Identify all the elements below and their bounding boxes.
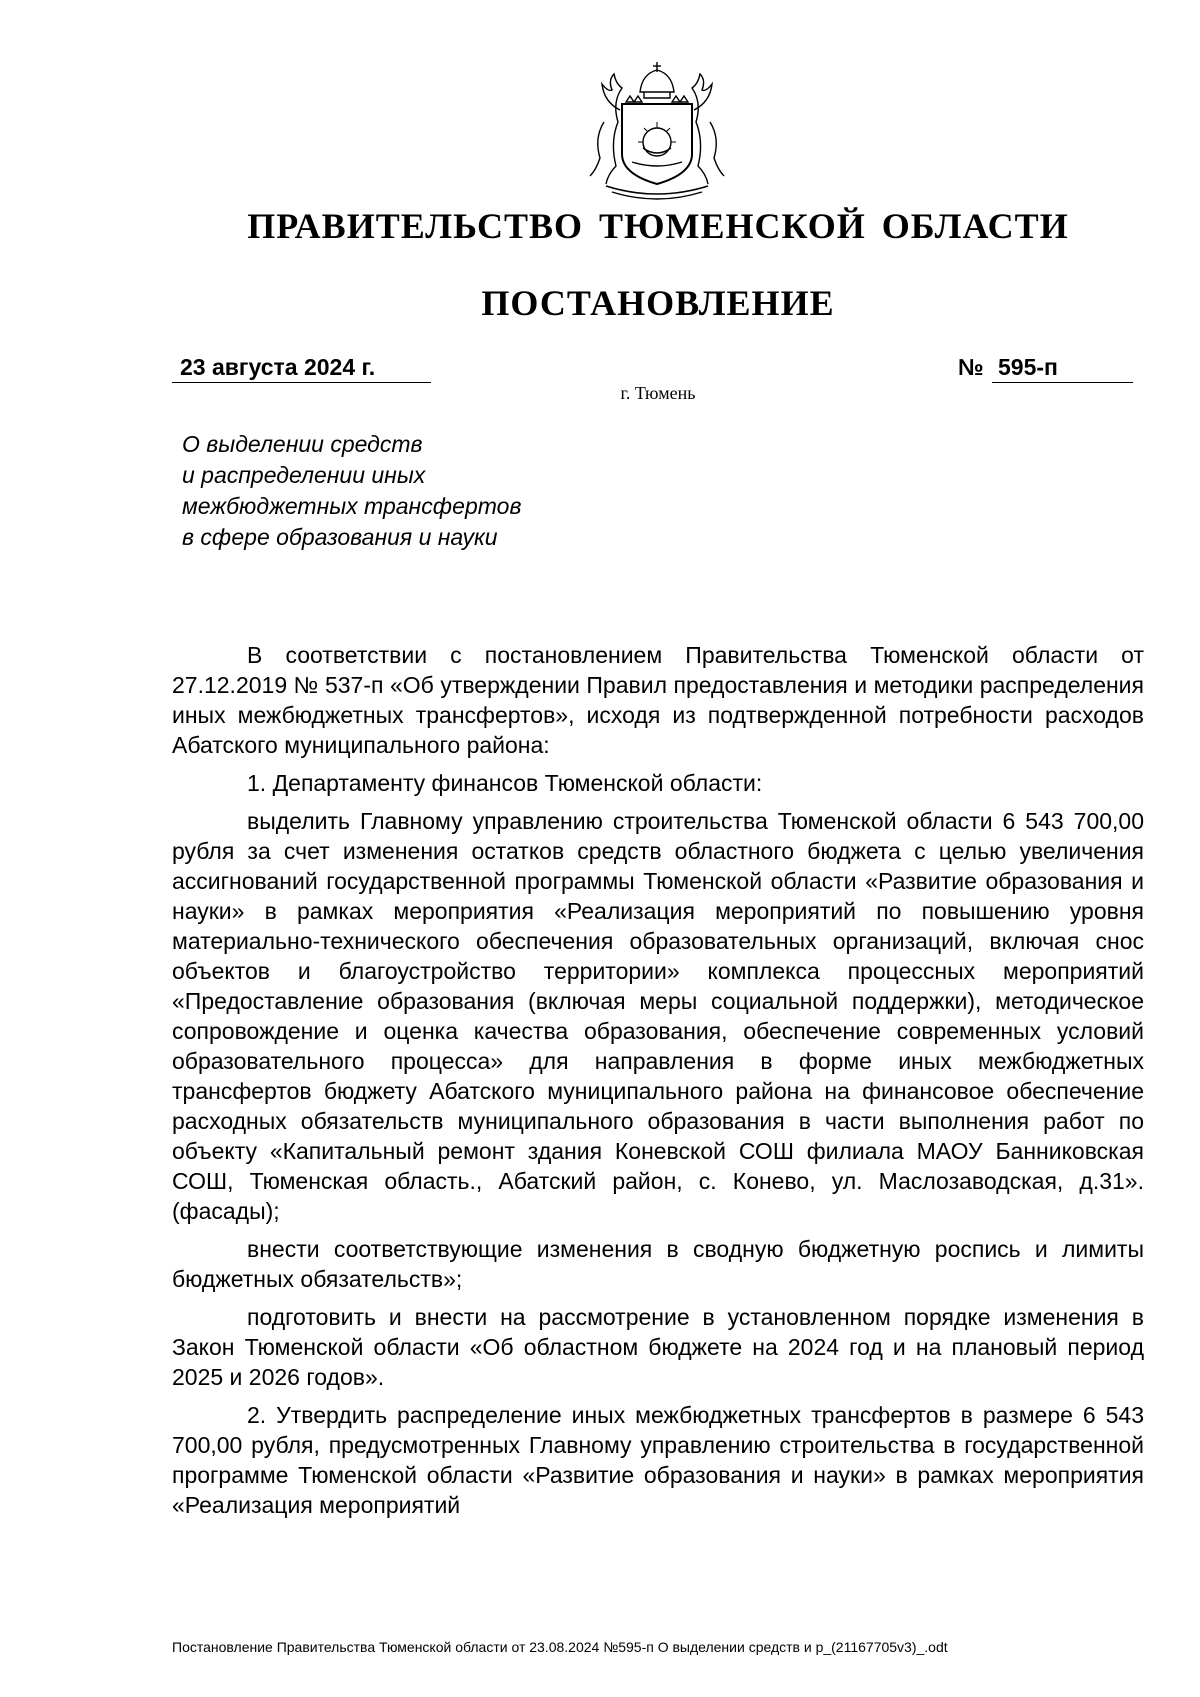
body-paragraph: В соответствии с постановлением Правительства Тюменской области от 27.12.2019 № 537-п «Об утверждении Правил предоставления и методики распределения иных межбюджетных трансфертов», исходя из подтвержденной потребности расходов Абатского муниципального района: — [172, 642, 1144, 758]
subject-line: и распределении иных — [182, 462, 426, 488]
body-paragraph: внести соответствующие изменения в сводную бюджетную роспись и лимиты бюджетных обязательств»; — [172, 1236, 1144, 1292]
document-type: ПОСТАНОВЛЕНИЕ — [481, 283, 835, 323]
city: г. Тюмень — [620, 383, 696, 403]
footer-filename: Постановление Правительства Тюменской области от 23.08.2024 №595-п О выделении средств и р_(21167705v3)_.odt — [172, 1639, 948, 1655]
government-name: ПРАВИТЕЛЬСТВО ТЮМЕНСКОЙ ОБЛАСТИ — [247, 206, 1069, 246]
subject-line: О выделении средств — [182, 431, 423, 457]
body-paragraph: выделить Главному управлению строительства Тюменской области 6 543 700,00 рубля за счет изменения остатков средств областного бюджета с целью увеличения ассигнований государственной программы Тюменской области «Развитие образования и науки» в рамках мероприятия «Реализация мероприятий по повышению уровня материально-технического обеспечения образовательных организаций, включая снос объектов и благоустройство территории» комплекса процессных мероприятий «Предоставление образования (включая меры социальной поддержки), методическое сопровождение и оценка качества образования, обеспечение современных условий образовательного процесса» для направления в форме иных межбюджетных трансфертов бюджету Абатского муниципального района на финансовое обеспечение расходных обязательств муниципального образования в части выполнения работ по объекту «Капитальный ремонт здания Коневской СОШ филиала МАОУ Банниковская СОШ, Тюменская область., Абатский район, с. Конево, ул. Маслозаводская, д.31». (фасады); — [172, 808, 1144, 1224]
body-paragraph: 2. Утвердить распределение иных межбюджетных трансфертов в размере 6 543 700,00 рубля, предусмотренных Главному управлению строительства в государственной программе Тюменской области «Развитие образования и науки» в рамках мероприятия «Реализация мероприятий — [172, 1402, 1144, 1518]
body-paragraph: 1. Департаменту финансов Тюменской области: — [247, 770, 763, 796]
number-sign: № — [958, 354, 984, 380]
tyumen-coat-of-arms-icon — [582, 62, 732, 202]
document-number: 595-п — [992, 352, 1133, 383]
document-number-field — [958, 352, 1136, 383]
document-subject — [182, 429, 662, 553]
subject-line: в сфере образования и науки — [182, 524, 498, 550]
subject-line: межбюджетных трансфертов — [182, 493, 522, 519]
document-date: 23 августа 2024 г. — [172, 352, 431, 383]
body-paragraph: подготовить и внести на рассмотрение в установленном порядке изменения в Закон Тюменской области «Об областном бюджете на 2024 год и на плановый период 2025 и 2026 годов». — [172, 1304, 1144, 1390]
document-body — [172, 640, 1144, 1527]
